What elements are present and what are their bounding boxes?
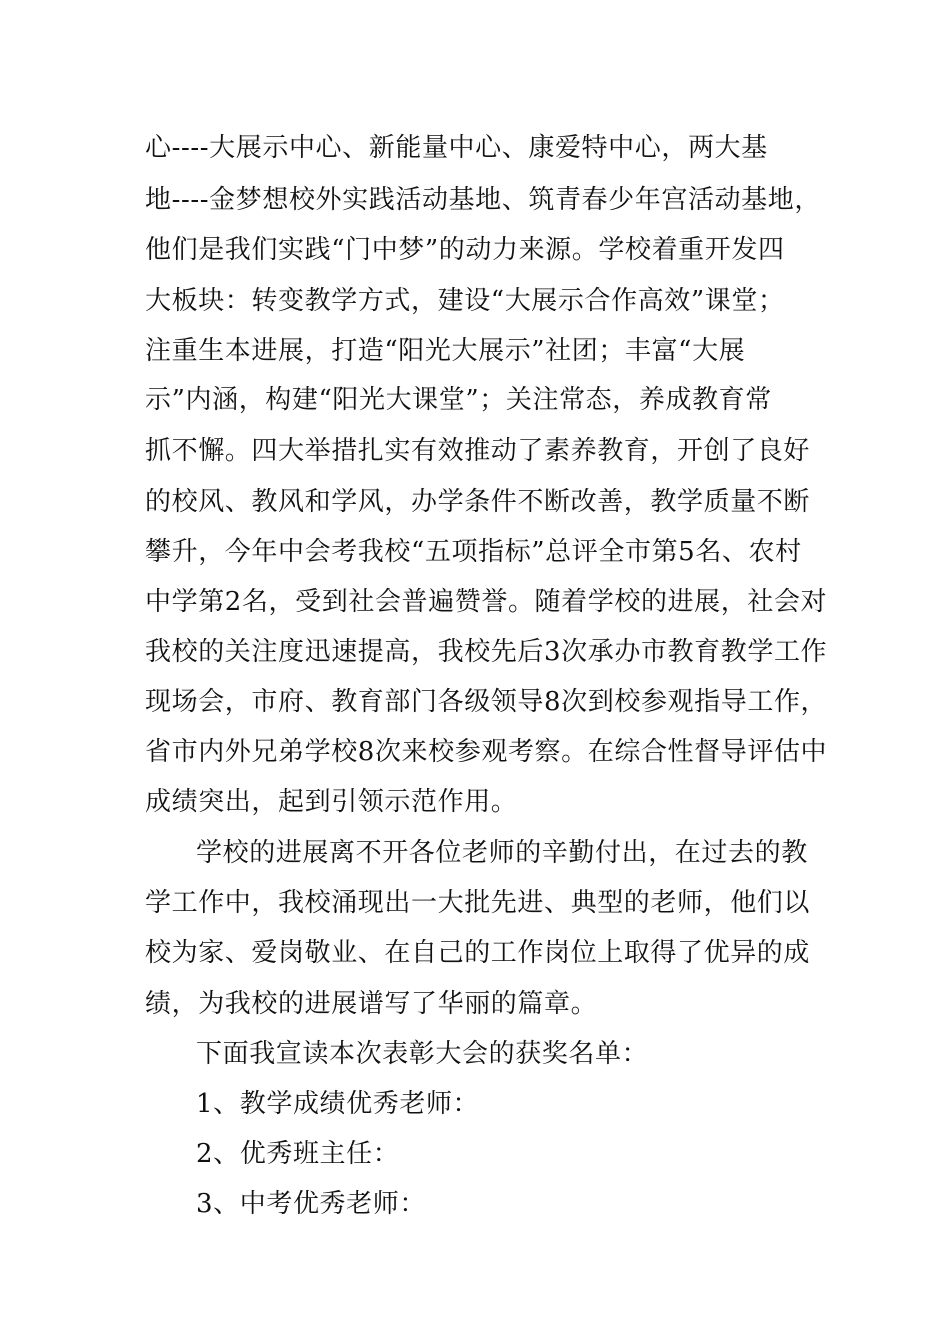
award-item: 1、教学成绩优秀老师： — [196, 1089, 480, 1119]
paragraph-line: 注重生本进展，打造“阳光大展示”社团；丰富“大展 — [145, 336, 746, 366]
paragraph-line: 学工作中，我校涌现出一大批先进、典型的老师，他们以 — [145, 888, 811, 918]
paragraph-line: 我校的关注度迅速提高，我校先后3次承办市教育教学工作 — [145, 637, 828, 667]
paragraph-line: 心----大展示中心、新能量中心、康爱特中心，两大基 — [145, 133, 768, 163]
paragraph-line: 学校的进展离不开各位老师的辛勤付出，在过去的教 — [196, 838, 808, 868]
award-list-intro: 下面我宣读本次表彰大会的获奖名单： — [196, 1039, 649, 1069]
paragraph-line: 校为家、爱岗敬业、在自己的工作岗位上取得了优异的成 — [145, 938, 811, 968]
paragraph-line: 现场会，市府、教育部门各级领导8次到校参观指导工作， — [145, 687, 828, 717]
paragraph-line: 抓不懈。四大举措扎实有效推动了素养教育，开创了良好 — [145, 436, 811, 466]
paragraph-line: 成绩突出，起到引领示范作用。 — [145, 787, 518, 817]
paragraph-line: 大板块：转变教学方式，建设“大展示合作高效”课堂； — [145, 286, 785, 316]
paragraph-line: 中学第2名，受到社会普遍赞誉。随着学校的进展，社会对 — [145, 587, 828, 617]
paragraph-line: 绩，为我校的进展谱写了华丽的篇章。 — [145, 989, 598, 1019]
paragraph-line: 示”内涵，构建“阳光大课堂”；关注常态，养成教育常 — [145, 385, 772, 415]
paragraph-line: 的校风、教风和学风，办学条件不断改善，教学质量不断 — [145, 487, 811, 517]
paragraph-line: 他们是我们实践“门中梦”的动力来源。学校着重开发四 — [145, 235, 785, 265]
award-item: 2、优秀班主任： — [196, 1139, 400, 1169]
paragraph-line: 攀升，今年中会考我校“五项指标”总评全市第5名、农村 — [145, 537, 802, 567]
award-item: 3、中考优秀老师： — [196, 1189, 426, 1219]
paragraph-line: 省市内外兄弟学校8次来校参观考察。在综合性督导评估中 — [145, 737, 828, 767]
paragraph-line: 地----金梦想校外实践活动基地、筑青春少年宫活动基地， — [145, 185, 821, 215]
